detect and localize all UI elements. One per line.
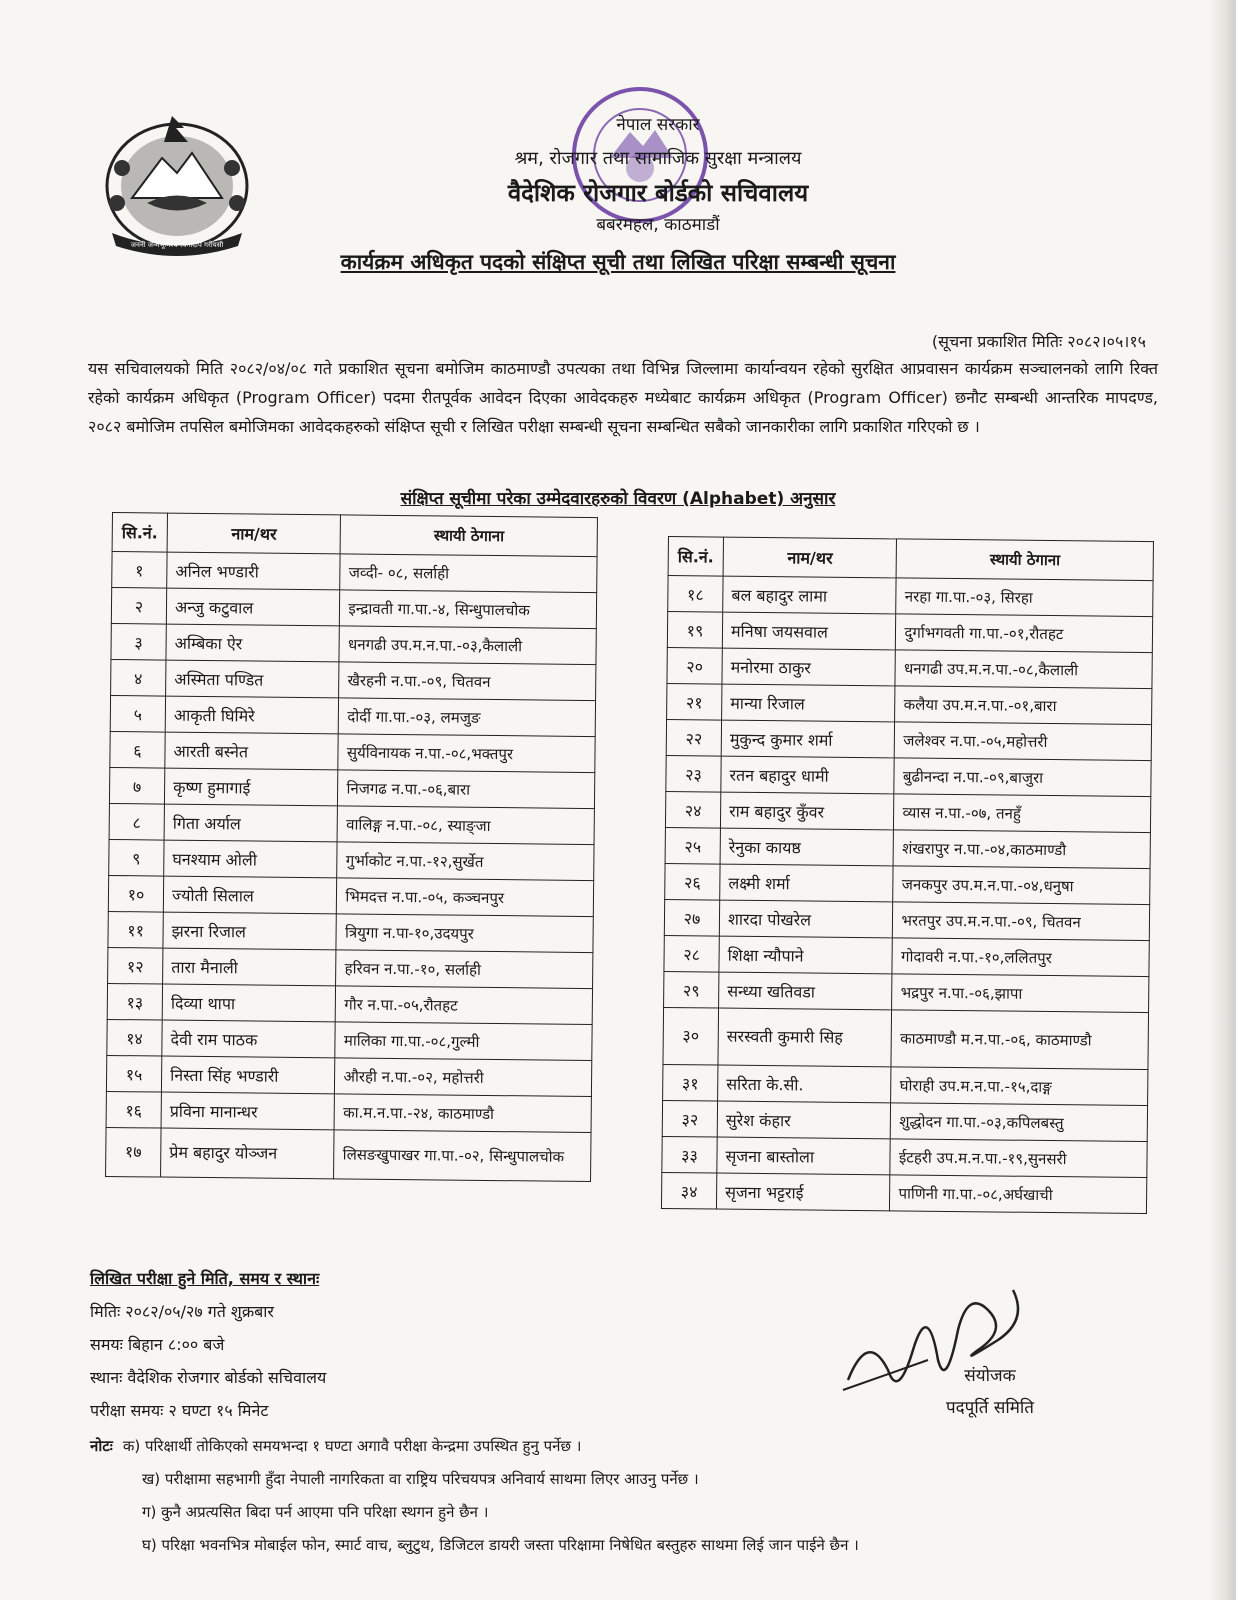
cell-name: रतन बहादुर धामी (721, 756, 895, 794)
table-row (111, 588, 596, 629)
office-address: बबरमहल, काठमाडौं (596, 215, 720, 235)
col-sn-header: सि.नं. (668, 537, 723, 577)
cell-sn: २८ (664, 935, 719, 972)
cell-sn: १९ (667, 612, 722, 649)
cell-name: देवी राम पाठक (162, 1020, 336, 1058)
exam-heading: लिखित परीक्षा हुने मिति, समय र स्थानः (90, 1269, 320, 1288)
page-edge-shadow (1208, 0, 1236, 1600)
table-row (111, 659, 596, 700)
cell-address: धनगढी उप.म.न.पा.-०३,कैलाली (339, 626, 596, 665)
cell-name: अनिल भण्डारी (167, 552, 341, 590)
government-name: नेपाल सरकार (616, 115, 700, 135)
cell-name: शारदा पोखरेल (719, 900, 893, 938)
cell-name: ज्योती सिलाल (163, 876, 337, 914)
published-date: (सूचना प्रकाशित मितिः २०८२।०५।१५ (931, 332, 1146, 351)
cell-name: सन्ध्या खतिवडा (719, 972, 893, 1010)
notice-body: यस सचिवालयको मिति २०८२/०४/०८ गते प्रकाशित सूचना बमोजिम काठमाण्डौ उपत्यका तथा विभिन्न जिल्लामा कार्यान्वयन रहेको सुरक्षित आप्रवासन कार्यक्रम सञ्चालनको लागि रिक्त रहेको कार्यक्रम अधिकृत (Program Officer) पदमा रीतपूर्वक आवेदन दिएका आवेदकहरु मध्येबाट कार्यक्रम अधिकृत (Program Officer) छनौट सम्बन्धी आन्तरिक मापदण्ड, २०८२ बमोजिम तपसिल बमोजिमका आवेदकहरुको संक्षिप्त सूची र लिखित परीक्षा सम्बन्धी सूचना सम्बन्धित सबैको जानकारीका लागि प्रकाशित गरिएको छ । (88, 359, 1158, 436)
cell-address: निजगढ न.पा.-०६,बारा (338, 770, 595, 809)
notes-section (90, 1430, 859, 1562)
cell-sn: २१ (667, 683, 722, 720)
cell-address: दुर्गाभगवती गा.पा.-०१,रौतहट (896, 614, 1153, 653)
cell-sn: ३४ (661, 1172, 716, 1209)
table-row (664, 971, 1149, 1012)
cell-address: नरहा गा.पा.-०३, सिरहा (896, 578, 1153, 617)
cell-sn: १३ (107, 983, 162, 1020)
candidate-table-right (661, 536, 1154, 1214)
list-subtitle: संक्षिप्त सूचीमा परेका उम्मेदवारहरुको विवरण (Alphabet) अनुसार (400, 489, 836, 509)
cell-address: खैरहनी न.पा.-०९, चितवन (339, 662, 596, 701)
cell-address: गौर न.पा.-०५,रौतहट (336, 986, 593, 1025)
table-row (108, 947, 593, 988)
cell-sn: ७ (109, 767, 164, 804)
cell-name: सुरेश कंहार (717, 1101, 891, 1139)
col-name-header: नाम/थर (723, 537, 897, 578)
cell-sn: २९ (664, 971, 719, 1008)
cell-address: गुर्भाकोट न.पा.-१२,सुर्खेत (337, 842, 594, 881)
note-item: ख) परीक्षामा सहभागी हुँदा नेपाली नागरिकता वा राष्ट्रिय परिचयपत्र अनिवार्य साथमा लिएर आउनु पर्नेछ । (142, 1470, 699, 1488)
table-row (664, 935, 1149, 976)
cell-name: सरस्वती कुमारी सिह (718, 1008, 892, 1067)
cell-address: काठमाण्डौ म.न.पा.-०६, काठमाण्डौ (891, 1010, 1148, 1070)
table-row (109, 803, 594, 844)
table-row (662, 1136, 1147, 1177)
note-item: ग) कुनै अप्रत्यसित बिदा पर्न आएमा पनि परिक्षा स्थगन हुने छैन । (142, 1503, 489, 1521)
cell-name: लक्ष्मी शर्मा (720, 864, 894, 902)
cell-address: शंखरापुर न.पा.-०४,काठमाण्डौ (894, 830, 1151, 869)
signatory (946, 1360, 1034, 1424)
cell-name: रेनुका कायष्ठ (720, 828, 894, 866)
emblem-motto: जननी जन्मभूमिश्च स्वर्गादपि गरीयसी (130, 241, 224, 249)
cell-sn: २७ (664, 899, 719, 936)
table-row (662, 1100, 1147, 1141)
cell-sn: १८ (668, 576, 723, 613)
table-row (667, 683, 1152, 724)
cell-name: घनश्याम ओली (164, 840, 338, 878)
cell-address: धनगढी उप.म.न.पा.-०८,कैलाली (895, 650, 1152, 689)
exam-venue: स्थानः वैदेशिक रोजगार बोर्डको सचिवालय (90, 1368, 327, 1387)
cell-sn: २२ (666, 719, 721, 756)
cell-sn: २४ (665, 791, 720, 828)
cell-sn: ३२ (662, 1100, 717, 1137)
signatory-role: संयोजक (964, 1366, 1016, 1386)
cell-name: आरती बस्नेत (165, 732, 339, 770)
cell-name: मनिषा जयसवाल (722, 612, 896, 650)
table-row (108, 875, 593, 916)
exam-info (90, 1262, 326, 1427)
table-row (668, 576, 1153, 617)
cell-address: वालिङ्ग न.पा.-०८, स्याङ्जा (338, 806, 595, 845)
cell-name: मुकुन्द कुमार शर्मा (721, 720, 895, 758)
cell-address: व्यास न.पा.-०७, तनहुँ (894, 794, 1151, 833)
table-row (663, 1064, 1148, 1105)
table-row (107, 983, 592, 1024)
table-row (664, 899, 1149, 940)
exam-date: मितिः २०८२/०५/२७ गते शुक्रबार (90, 1302, 274, 1321)
notice-title: कार्यक्रम अधिकृत पदको संक्षिप्त सूची तथा लिखित परिक्षा सम्बन्धी सूचना (340, 250, 896, 274)
table-row (107, 1019, 592, 1060)
candidate-table-left (105, 512, 598, 1182)
cell-address: शुद्धोदन गा.पा.-०३,कपिलबस्तु (891, 1103, 1148, 1142)
cell-address: इन्द्रावती गा.पा.-४, सिन्धुपालचोक (340, 590, 597, 629)
cell-name: राम बहादुर कुँवर (720, 792, 894, 830)
table-row (661, 1172, 1146, 1213)
cell-sn: २ (111, 588, 166, 625)
cell-sn: ३३ (662, 1136, 717, 1173)
cell-address: जनकपुर उप.म.न.पा.-०४,धनुषा (893, 866, 1150, 905)
cell-sn: ३ (111, 623, 166, 660)
cell-address: पाणिनी गा.पा.-०८,अर्घखाची (890, 1175, 1147, 1214)
cell-sn: २३ (666, 755, 721, 792)
cell-name: झरना रिजाल (163, 912, 337, 950)
cell-address: का.म.न.पा.-२४, काठमाण्डौ (334, 1094, 591, 1133)
table-row (108, 911, 593, 952)
table-row (665, 827, 1150, 868)
cell-sn: ११ (108, 911, 163, 948)
cell-name: प्रेम बहादुर योञ्जन (161, 1128, 335, 1179)
cell-sn: १७ (106, 1127, 162, 1177)
cell-address: दोर्दी गा.पा.-०३, लमजुङ (339, 698, 596, 737)
note-item: क) परिक्षार्थी तोकिएको समयभन्दा १ घण्टा अगावै परीक्षा केन्द्रमा उपस्थित हुनु पर्नेछ । (122, 1437, 582, 1455)
cell-name: मान्या रिजाल (722, 684, 896, 722)
cell-address: मालिका गा.पा.-०८,गुल्मी (335, 1022, 592, 1061)
cell-sn: १६ (106, 1091, 161, 1128)
notes-label: नोटः (90, 1437, 113, 1455)
cell-sn: ५ (110, 695, 165, 732)
table-row (667, 647, 1152, 688)
cell-sn: ३१ (663, 1064, 718, 1101)
table-row (106, 1055, 591, 1096)
cell-address: सुर्यविनायक न.पा.-०८,भक्तपुर (338, 734, 595, 773)
cell-name: निस्ता सिंह भण्डारी (161, 1056, 335, 1094)
cell-name: गिता अर्याल (164, 804, 338, 842)
table-row (106, 1127, 591, 1181)
signatory-committee: पदपूर्ति समिति (946, 1398, 1034, 1418)
table-row (667, 612, 1152, 653)
cell-sn: २६ (665, 863, 720, 900)
cell-address: लिसङखुपाखर गा.पा.-०२, सिन्धुपालचोक (334, 1130, 591, 1182)
cell-sn: १५ (106, 1055, 161, 1092)
table-row (109, 839, 594, 880)
table-row (665, 791, 1150, 832)
cell-name: मनोरमा ठाकुर (722, 648, 896, 686)
cell-address: ईटहरी उप.म.न.पा.-१९,सुनसरी (890, 1139, 1147, 1178)
table-row (663, 1007, 1149, 1069)
cell-address: जव्दी- ०८, सर्लाही (340, 554, 597, 593)
cell-sn: १० (108, 875, 163, 912)
cell-name: शिक्षा न्यौपाने (719, 936, 893, 974)
cell-address: भद्रपुर न.पा.-०६,झापा (892, 974, 1149, 1013)
cell-name: अम्बिका ऐर (166, 624, 340, 662)
cell-address: जलेश्वर न.पा.-०५,महोत्तरी (895, 722, 1152, 761)
cell-sn: २५ (665, 827, 720, 864)
cell-sn: ४ (111, 659, 166, 696)
cell-address: त्रियुगा न.पा-१०,उदयपुर (336, 914, 593, 953)
secretariat-name: वैदेशिक रोजगार बोर्डको सचिवालय (507, 179, 809, 207)
cell-sn: ९ (109, 839, 164, 876)
cell-address: भिमदत्त न.पा.-०५, कञ्चनपुर (337, 878, 594, 917)
cell-sn: १ (112, 552, 167, 589)
cell-name: सृजना भट्टराई (716, 1173, 890, 1211)
cell-sn: १४ (107, 1019, 162, 1056)
ministry-name: श्रम, रोजगार तथा सामाजिक सुरक्षा मन्त्रालय (514, 148, 802, 169)
cell-address: गोदावरी न.पा.-१०,ललितपुर (892, 938, 1149, 977)
cell-name: आकृती घिमिरे (165, 696, 339, 734)
cell-name: अन्जु कटुवाल (166, 588, 340, 626)
cell-address: औरही न.पा.-०२, महोत्तरी (335, 1058, 592, 1097)
table-row (112, 552, 597, 593)
cell-name: अस्मिता पण्डित (166, 660, 340, 698)
exam-duration: परीक्षा समयः २ घण्टा १५ मिनेट (90, 1401, 269, 1420)
table-row (110, 695, 595, 736)
cell-address: भरतपुर उप.म.न.पा.-०९, चितवन (893, 902, 1150, 941)
cell-address: कलैया उप.म.न.पा.-०१,बारा (895, 686, 1152, 725)
cell-sn: २० (667, 647, 722, 684)
cell-name: दिव्या थापा (162, 984, 336, 1022)
cell-name: बल बहादुर लामा (723, 576, 897, 614)
table-row (665, 863, 1150, 904)
table-row (111, 623, 596, 664)
cell-name: प्रविना मानान्धर (161, 1092, 335, 1130)
col-sn-header: सि.नं. (112, 513, 167, 553)
cell-address: हरिवन न.पा.-१०, सर्लाही (336, 950, 593, 989)
cell-name: तारा मैनाली (163, 948, 337, 986)
table-row (666, 719, 1151, 760)
cell-sn: ८ (109, 803, 164, 840)
col-name-header: नाम/थर (167, 513, 341, 554)
cell-name: कृष्ण हुमागाई (164, 768, 338, 806)
col-address-header: स्थायी ठेगाना (341, 515, 598, 557)
exam-time: समयः बिहान ८:०० बजे (90, 1335, 225, 1354)
cell-name: सृजना बास्तोला (717, 1137, 891, 1175)
table-row (110, 731, 595, 772)
cell-address: घोराही उप.म.न.पा.-१५,दाङ्ग (891, 1067, 1148, 1106)
table-row (666, 755, 1151, 796)
table-row (106, 1091, 591, 1132)
cell-sn: १२ (108, 947, 163, 984)
cell-address: बुढीनन्दा न.पा.-०९,बाजुरा (894, 758, 1151, 797)
cell-name: सरिता के.सी. (718, 1065, 892, 1103)
cell-sn: ३० (663, 1007, 719, 1065)
col-address-header: स्थायी ठेगाना (897, 539, 1154, 581)
table-row (109, 767, 594, 808)
cell-sn: ६ (110, 731, 165, 768)
note-item: घ) परिक्षा भवनभित्र मोबाईल फोन, स्मार्ट वाच, ब्लुटुथ, डिजिटल डायरी जस्ता परिक्षामा निषेधित बस्तुहरु साथमा लिई जान पाईने छैन । (142, 1536, 859, 1554)
